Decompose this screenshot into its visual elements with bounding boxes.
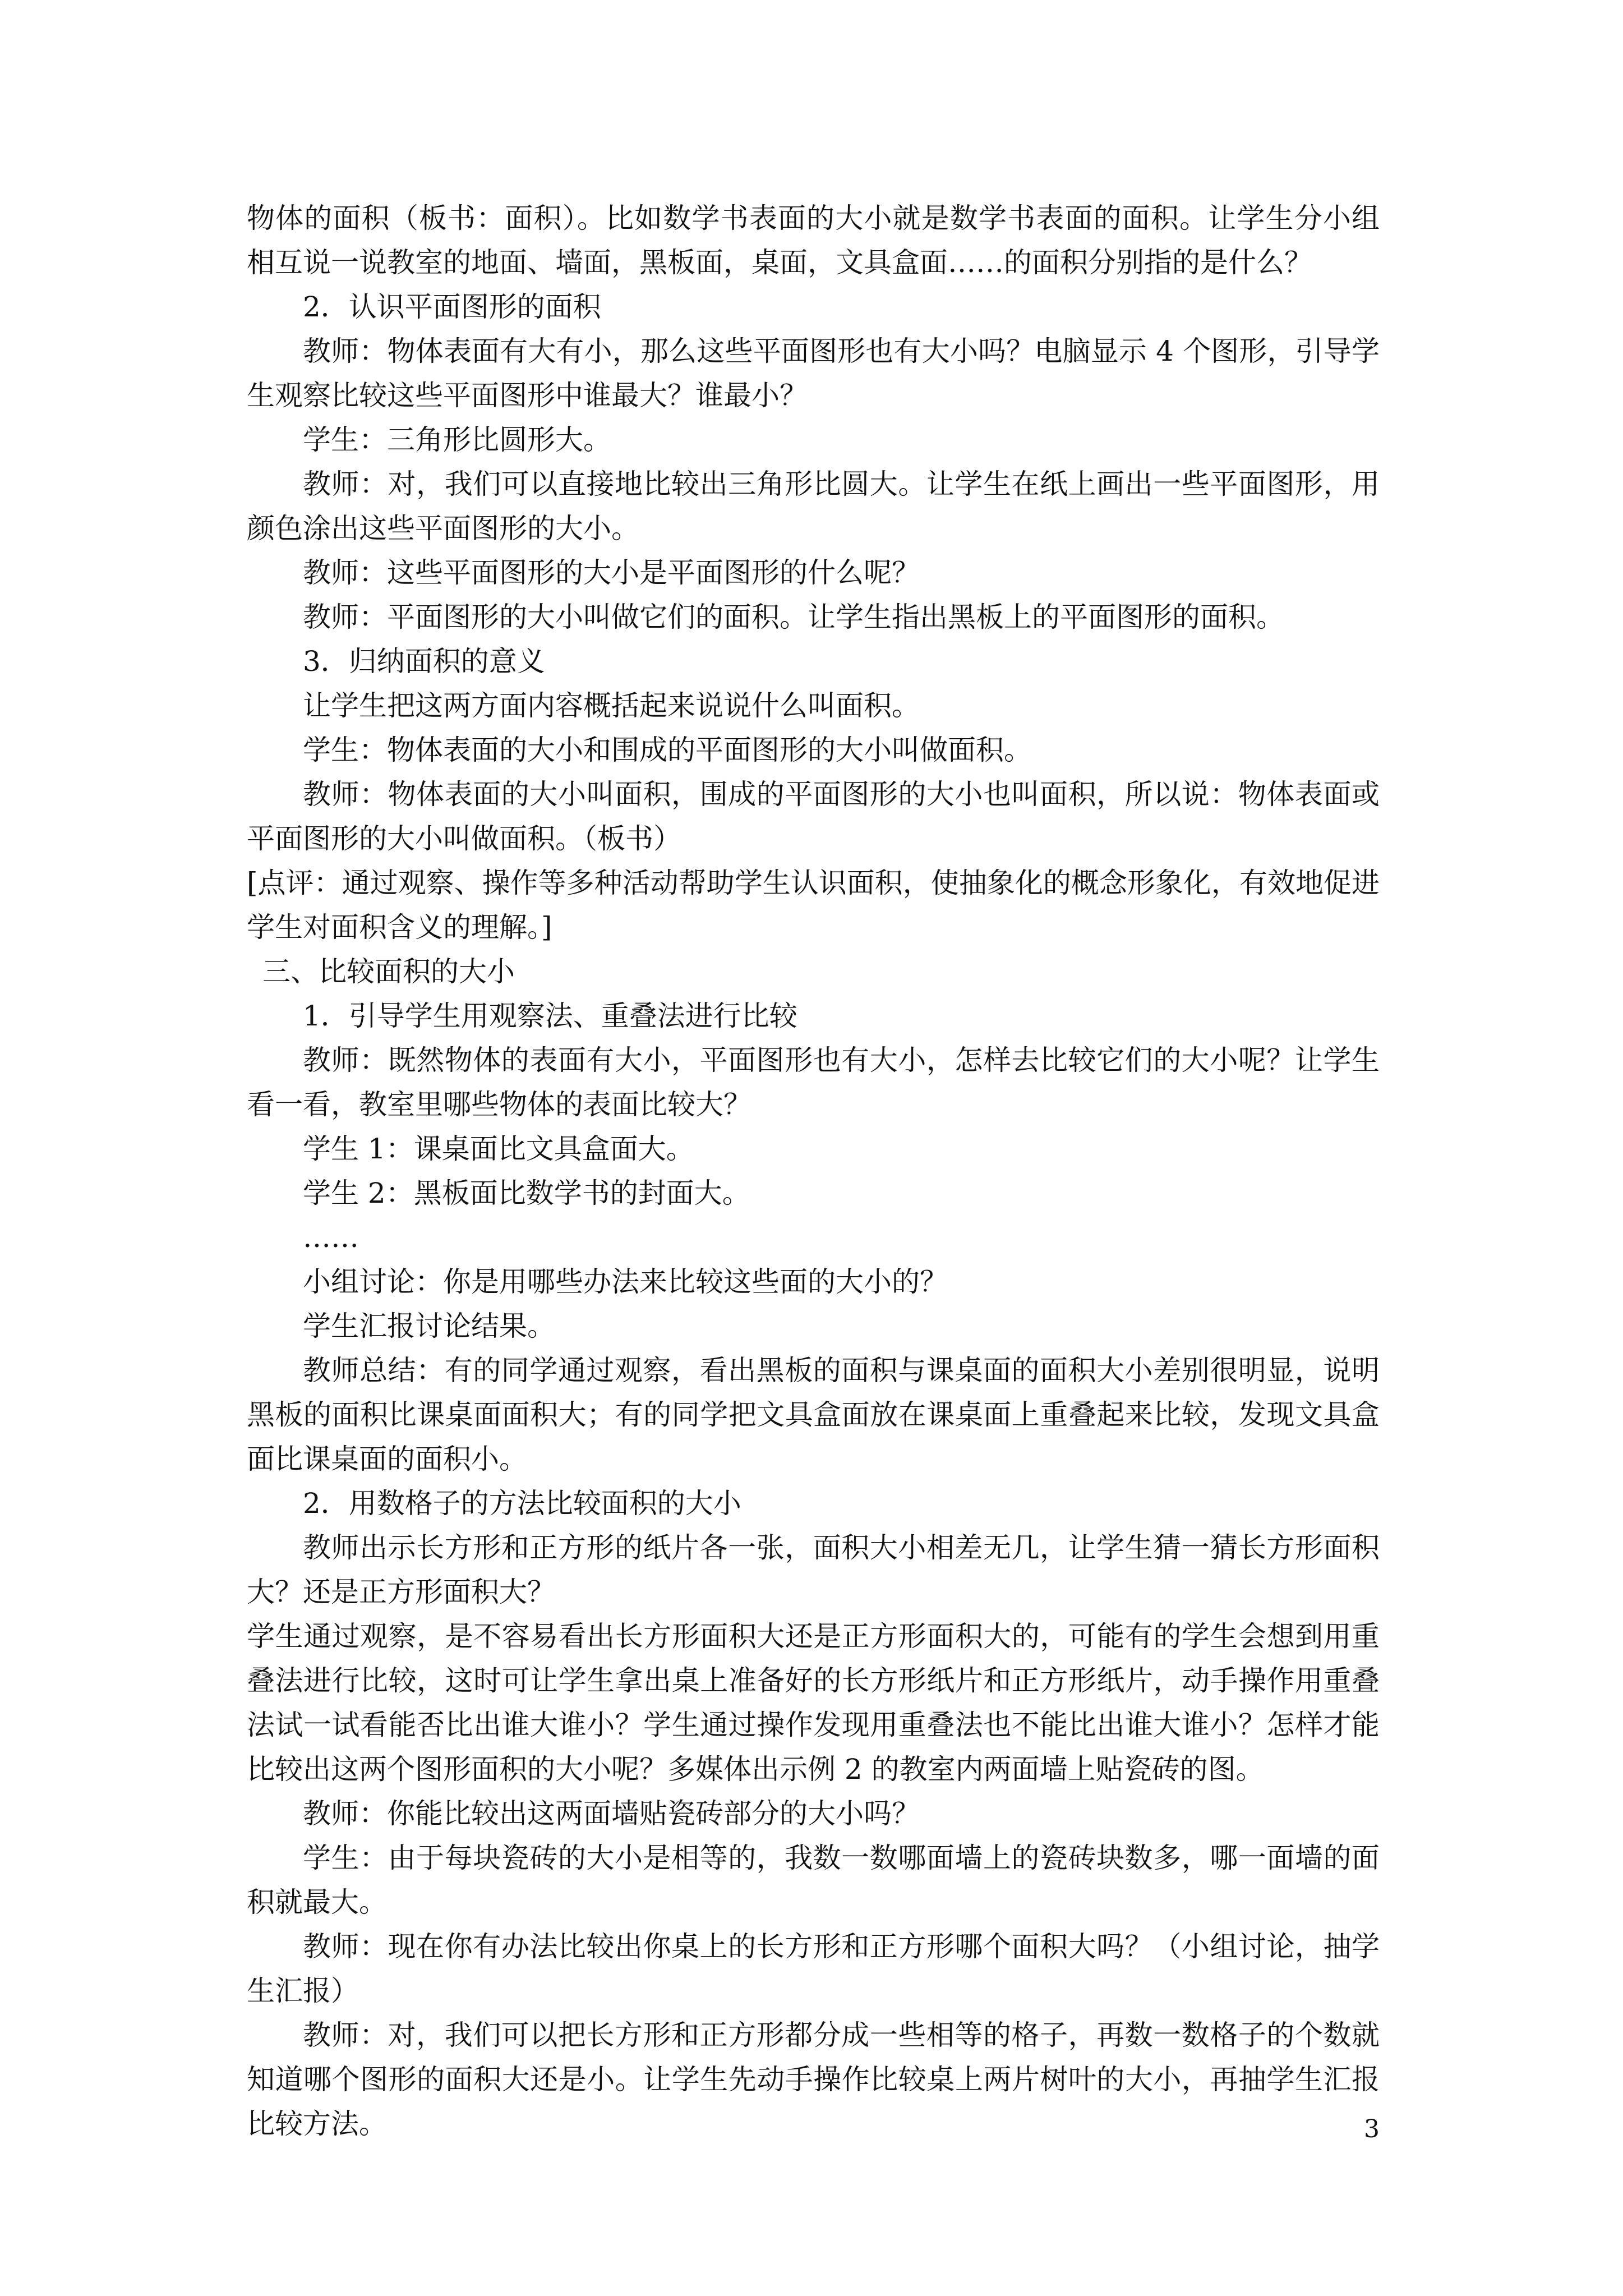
paragraph: 教师：你能比较出这两面墙贴瓷砖部分的大小吗？ (303, 1797, 920, 1830)
ellipsis-line: …… (303, 1221, 359, 1254)
paragraph: 教师：物体表面有大有小，那么这些平面图形也有大小吗？电脑显示 4 个图形，引导学生观察比较这些平面图形中谁最大？谁最小？ (247, 335, 1380, 412)
paragraph: 教师总结：有的同学通过观察，看出黑板的面积与课桌面的面积大小差别很明显，说明黑板的面积比课桌面面积大；有的同学把文具盒面放在课桌面上重叠起来比较，发现文具盒面比课桌面的面积小。 (247, 1354, 1380, 1475)
section-heading: 1．引导学生用观察法、重叠法进行比较 (303, 1000, 797, 1032)
comment-paragraph: [点评：通过观察、操作等多种活动帮助学生认识面积，使抽象化的概念形象化，有效地促进学生对面积含义的理解。] (247, 867, 1380, 944)
paragraph: 学生汇报讨论结果。 (303, 1310, 555, 1342)
paragraph: 教师：物体表面的大小叫面积，围成的平面图形的大小也叫面积，所以说：物体表面或平面图形的大小叫做面积。（板书） (247, 778, 1380, 855)
paragraph: 教师：对，我们可以直接地比较出三角形比圆大。让学生在纸上画出一些平面图形，用颜色涂出这些平面图形的大小。 (247, 468, 1380, 545)
paragraph: 小组讨论：你是用哪些办法来比较这些面的大小的？ (303, 1266, 948, 1298)
section-heading: 3．归纳面积的意义 (303, 645, 545, 678)
paragraph: 物体的面积（板书：面积）。比如数学书表面的大小就是数学书表面的面积。让学生分小组相互说一说教室的地面、墙面，黑板面，桌面，文具盒面……的面积分别指的是什么？ (247, 202, 1380, 279)
paragraph: 学生：物体表面的大小和围成的平面图形的大小叫做面积。 (303, 734, 1032, 766)
section-heading: 2．用数格子的方法比较面积的大小 (303, 1487, 741, 1520)
paragraph: 教师出示长方形和正方形的纸片各一张，面积大小相差无几，让学生猜一猜长方形面积大？还是正方形面积大？ (247, 1531, 1380, 1608)
paragraph: 教师：这些平面图形的大小是平面图形的什么呢？ (303, 556, 920, 589)
paragraph: 教师：既然物体的表面有大小，平面图形也有大小，怎样去比较它们的大小呢？让学生看一看，教室里哪些物体的表面比较大？ (247, 1044, 1380, 1121)
section-heading: 三、比较面积的大小 (262, 955, 515, 988)
paragraph: 学生：由于每块瓷砖的大小是相等的，我数一数哪面墙上的瓷砖块数多，哪一面墙的面积就最大。 (247, 1842, 1380, 1918)
paragraph: 让学生把这两方面内容概括起来说说什么叫面积。 (303, 689, 920, 722)
paragraph: 教师：现在你有办法比较出你桌上的长方形和正方形哪个面积大吗？（小组讨论，抽学生汇报） (247, 1930, 1380, 2007)
page-number: 3 (1364, 2115, 1380, 2143)
document-body (247, 196, 1380, 2146)
section-heading: 2．认识平面图形的面积 (303, 291, 601, 323)
paragraph: 教师：对，我们可以把长方形和正方形都分成一些相等的格子，再数一数格子的个数就知道哪个图形的面积大还是小。让学生先动手操作比较桌上两片树叶的大小，再抽学生汇报比较方法。 (247, 2019, 1380, 2140)
paragraph: 学生 1：课桌面比文具盒面大。 (303, 1133, 694, 1165)
paragraph: 学生通过观察，是不容易看出长方形面积大还是正方形面积大的，可能有的学生会想到用重叠法进行比较，这时可让学生拿出桌上准备好的长方形纸片和正方形纸片，动手操作用重叠法试一试看能否比出谁大谁小？学生通过操作发现用重叠法也不能比出谁大谁小？怎样才能比较出这两个图形面积的大小呢？多媒体出示例 2 的教室内两面墙上贴瓷砖的图。 (247, 1620, 1380, 1786)
paragraph: 学生：三角形比圆形大。 (303, 424, 611, 456)
paragraph: 学生 2：黑板面比数学书的封面大。 (303, 1177, 750, 1209)
paragraph: 教师：平面图形的大小叫做它们的面积。让学生指出黑板上的平面图形的面积。 (303, 601, 1284, 633)
